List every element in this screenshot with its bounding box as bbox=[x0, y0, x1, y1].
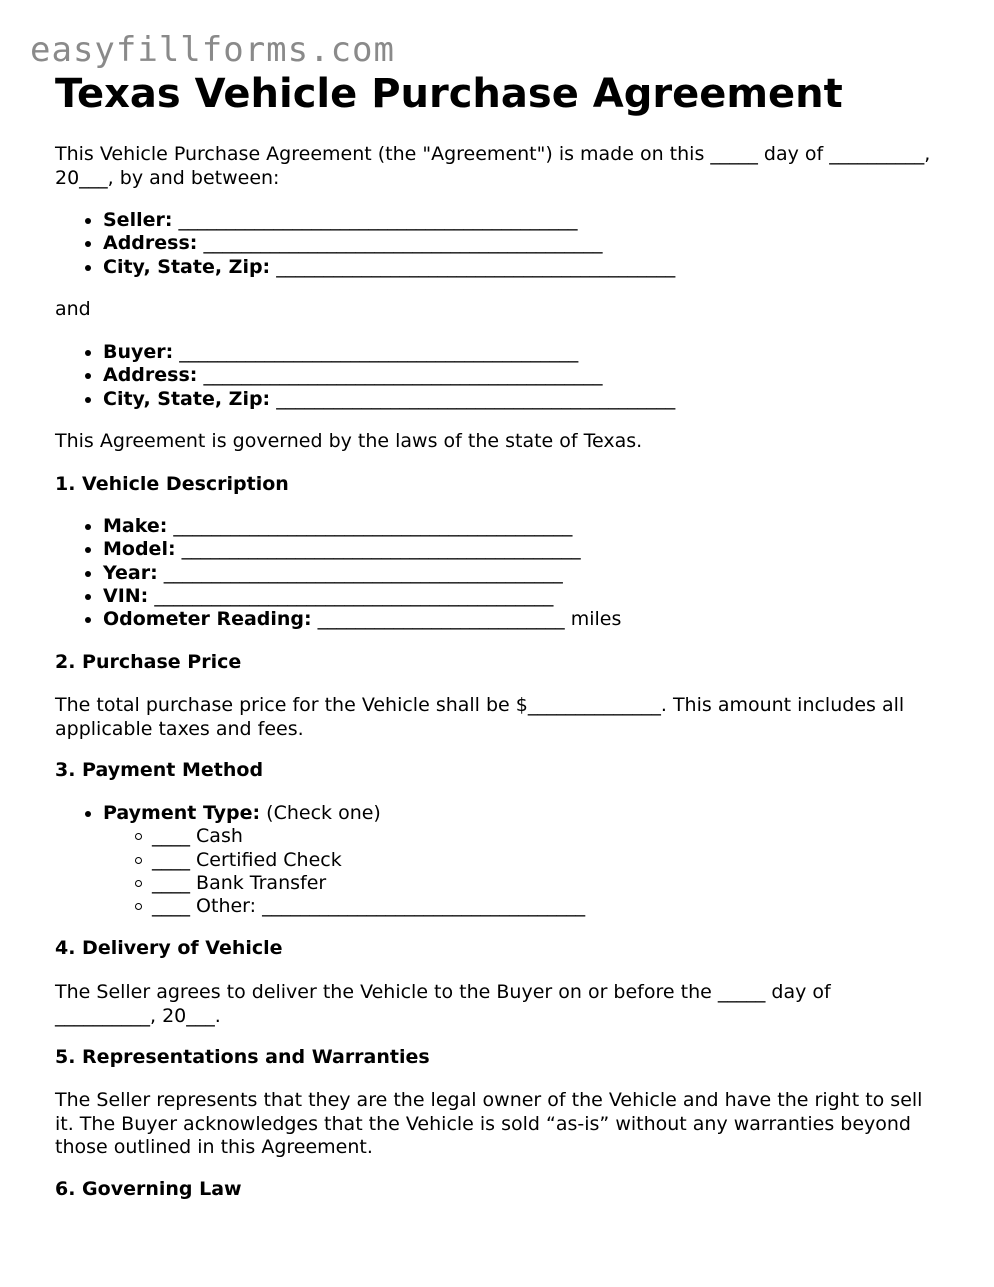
vehicle-list bbox=[55, 515, 621, 631]
seller-city-field[interactable]: City, State, Zip: __________________________________________ bbox=[55, 256, 675, 279]
payment-type: Payment Type: (Check one) bbox=[55, 802, 585, 825]
buyer-field[interactable]: Buyer: __________________________________________ bbox=[55, 341, 675, 364]
buyer-list bbox=[55, 341, 675, 411]
section1-heading: 1. Vehicle Description bbox=[55, 473, 289, 495]
watermark: easyfillforms.com bbox=[30, 30, 395, 70]
governed-text: This Agreement is governed by the laws of the state of Texas. bbox=[55, 430, 643, 452]
section2-text: The total purchase price for the Vehicle shall be $______________. This amount includes all applicable taxes and fees. bbox=[55, 694, 905, 740]
odometer-unit: miles bbox=[570, 608, 622, 631]
section5-heading: 5. Representations and Warranties bbox=[55, 1046, 430, 1068]
buyer-city-field[interactable]: City, State, Zip: __________________________________________ bbox=[55, 388, 675, 411]
section6-heading: 6. Governing Law bbox=[55, 1178, 242, 1200]
seller-address-blank[interactable]: __________________________________________ bbox=[203, 232, 603, 255]
section3-heading: 3. Payment Method bbox=[55, 759, 264, 781]
year-field[interactable]: Year: __________________________________________ bbox=[55, 562, 621, 585]
model-blank[interactable]: __________________________________________ bbox=[181, 538, 581, 561]
section5-text: The Seller represents that they are the legal owner of the Vehicle and have the right to sell it. The Buyer acknowledges that the Vehicle is sold “as-is” without any warranties beyond those outlined in this Agreement. bbox=[55, 1089, 923, 1158]
make-blank[interactable]: __________________________________________ bbox=[173, 515, 573, 537]
page-title: Texas Vehicle Purchase Agreement bbox=[55, 71, 843, 117]
model-field[interactable]: Model: __________________________________________ bbox=[55, 538, 621, 561]
section4-heading: 4. Delivery of Vehicle bbox=[55, 937, 283, 959]
seller-field[interactable]: Seller: __________________________________________ bbox=[55, 209, 675, 232]
odometer-blank[interactable]: __________________________ bbox=[317, 608, 565, 631]
payment-option-check[interactable]: ____ Certified Check bbox=[55, 849, 585, 872]
payment-option-other[interactable]: ____ Other: __________________________________ bbox=[55, 895, 585, 918]
intro-paragraph: This Vehicle Purchase Agreement (the "Agreement") is made on this _____ day of __________, 20___, by and between: bbox=[55, 143, 931, 189]
vin-blank[interactable]: __________________________________________ bbox=[154, 584, 554, 607]
seller-address-field[interactable]: Address: __________________________________________ bbox=[55, 232, 675, 255]
seller-list bbox=[55, 209, 675, 279]
section2-heading: 2. Purchase Price bbox=[55, 651, 242, 673]
odometer-field[interactable]: Odometer Reading: __________________________ miles bbox=[55, 608, 621, 631]
buyer-address-blank[interactable]: __________________________________________ bbox=[203, 364, 603, 387]
section4-text: The Seller agrees to deliver the Vehicle to the Buyer on or before the _____ day of __________, 20___. bbox=[55, 981, 831, 1027]
payment-list bbox=[55, 802, 585, 918]
payment-option-cash[interactable]: ____ Cash bbox=[55, 825, 585, 848]
vin-field[interactable]: VIN: __________________________________________ bbox=[55, 585, 621, 608]
buyer-city-blank[interactable]: __________________________________________ bbox=[276, 387, 676, 410]
seller-blank[interactable]: __________________________________________ bbox=[178, 209, 578, 231]
payment-option-transfer[interactable]: ____ Bank Transfer bbox=[55, 872, 585, 895]
make-field[interactable]: Make: __________________________________________ bbox=[55, 515, 621, 538]
year-blank[interactable]: __________________________________________ bbox=[163, 561, 563, 584]
buyer-address-field[interactable]: Address: __________________________________________ bbox=[55, 364, 675, 387]
and-text: and bbox=[55, 298, 91, 320]
buyer-blank[interactable]: __________________________________________ bbox=[179, 341, 579, 363]
seller-city-blank[interactable]: __________________________________________ bbox=[276, 255, 676, 278]
